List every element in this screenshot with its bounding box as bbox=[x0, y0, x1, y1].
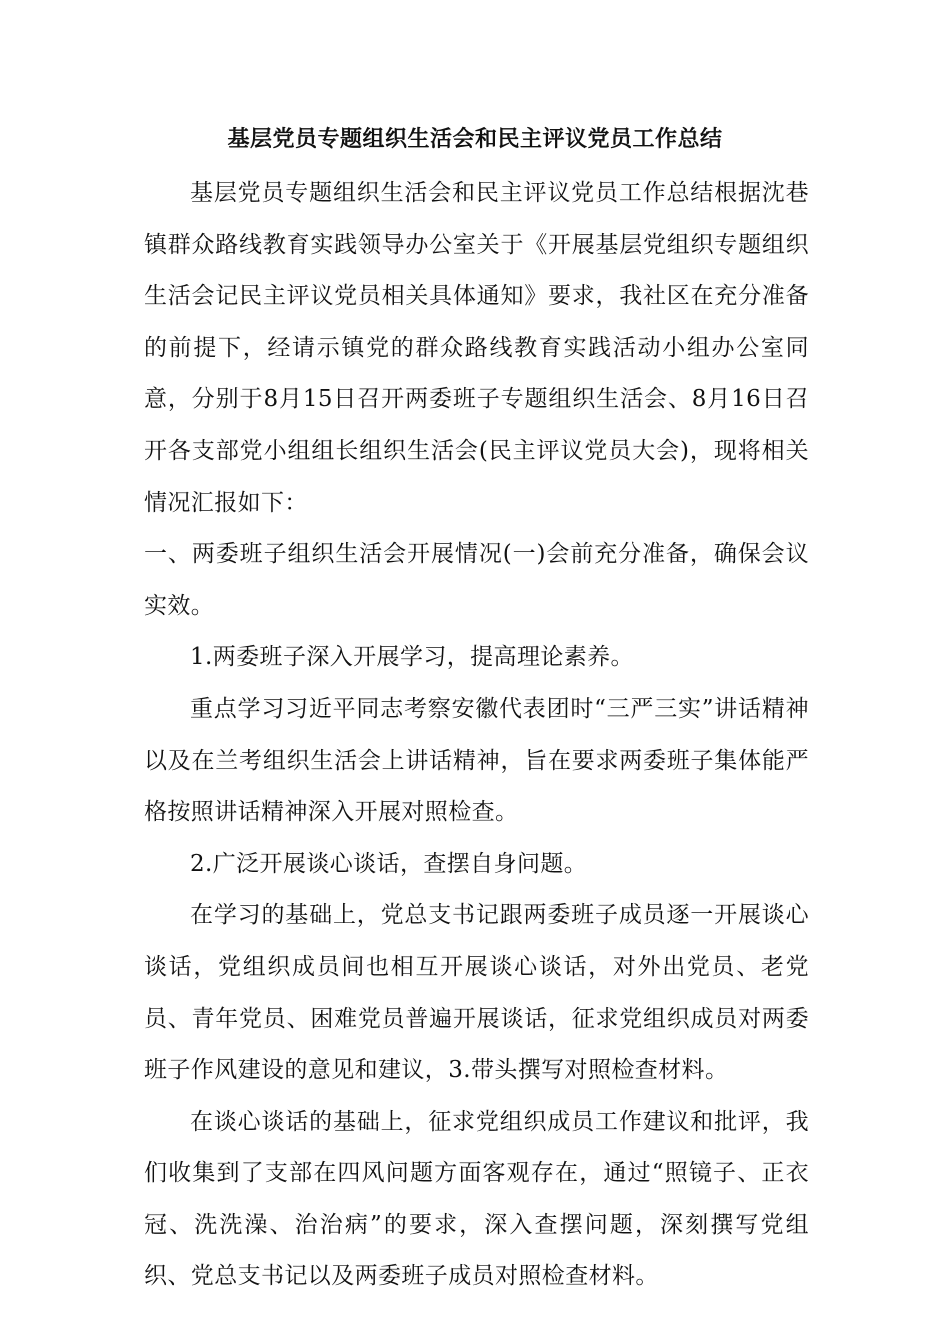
document-title: 基层党员专题组织生活会和民主评议党员工作总结 bbox=[227, 126, 723, 152]
document-body bbox=[144, 168, 809, 1303]
paragraph-item-1-body: 重点学习习近平同志考察安徽代表团时“三严三实”讲话精神以及在兰考组织生活会上讲话精神，旨在要求两委班子集体能严格按照讲话精神深入开展对照检查。 bbox=[144, 695, 809, 826]
paragraph-item-2-body: 在学习的基础上，党总支书记跟两委班子成员逐一开展谈心谈话，党组织成员间也相互开展谈心谈话，对外出党员、老党员、青年党员、困难党员普遍开展谈话，征求党组织成员对两委班子作风建设的意见和建议，3.带头撰写对照检查材料。 bbox=[144, 902, 809, 1084]
paragraph-item-2-heading: 2.广泛开展谈心谈话，查摆自身问题。 bbox=[190, 850, 588, 877]
paragraph-item-3-body: 在谈心谈话的基础上，征求党组织成员工作建议和批评，我们收集到了支部在四风问题方面客观存在，通过“照镜子、正衣冠、洗洗澡、治治病”的要求，深入查摆问题，深刻撰写党组织、党总支书记以及两委班子成员对照检查材料。 bbox=[144, 1108, 809, 1290]
paragraph-section-one-heading: 一、两委班子组织生活会开展情况(一)会前充分准备，确保会议实效。 bbox=[144, 541, 809, 619]
paragraph-intro: 基层党员专题组织生活会和民主评议党员工作总结根据沈巷镇群众路线教育实践领导办公室关于《开展基层党组织专题组织生活会记民主评议党员相关具体通知》要求，我社区在充分准备的前提下，经请示镇党的群众路线教育实践活动小组办公室同意，分别于8月15日召开两委班子专题组织生活会、8月16日召开各支部党小组组长组织生活会(民主评议党员大会)，现将相关情况汇报如下： bbox=[144, 180, 809, 516]
paragraph-item-1-heading: 1.两委班子深入开展学习，提高理论素养。 bbox=[190, 644, 634, 671]
